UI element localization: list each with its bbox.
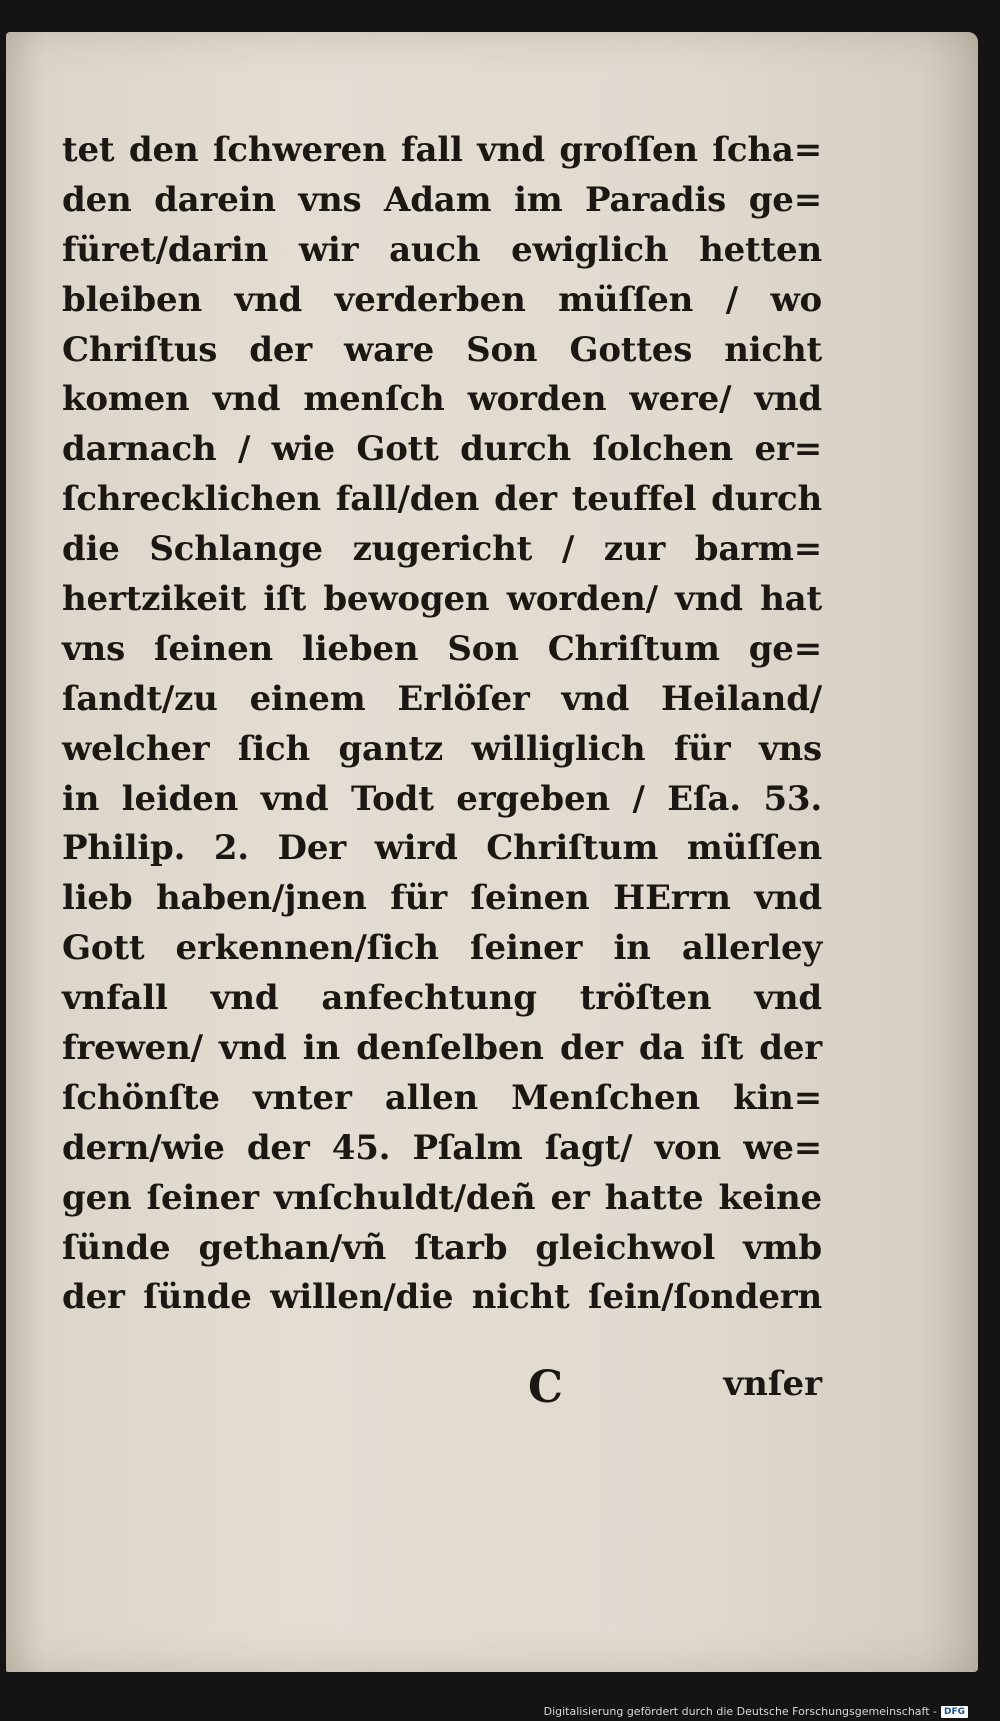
catchword: vnſer [723, 1364, 822, 1404]
text-line: den darein vns Adam im Paradis ge= [62, 179, 822, 220]
text-line: dern/wie der 45. Pſalm ſagt/ von we= [62, 1127, 822, 1168]
text-line: frewen/ vnd in denſelben der da iſt der [62, 1028, 822, 1069]
text-line: hertzikeit iſt bewogen worden/ vnd hat [62, 579, 822, 620]
text-line: lieb haben/jnen für ſeinen HErrn vnd [62, 878, 822, 919]
text-line: Philip. 2. Der wird Chriſtum müſſen [62, 828, 822, 869]
text-line: gen ſeiner vnſchuldt/deñ er hatte keine [62, 1177, 822, 1218]
text-line: darnach / wie Gott durch ſolchen er= [62, 429, 822, 470]
text-line: die Schlange zugericht / zur barm= [62, 529, 822, 570]
text-line: vnfall vnd anfechtung tröſten vnd [62, 978, 822, 1019]
funding-note [544, 1705, 968, 1718]
text-line: in leiden vnd Todt ergeben / Eſa. 53. [62, 778, 822, 819]
signature-mark: C [528, 1362, 564, 1413]
text-line: der ſünde willen/die nicht ſein/ſondern [62, 1277, 822, 1318]
funding-note-text: Digitalisierung gefördert durch die Deutsche Forschungsgemeinschaft - [543, 1705, 937, 1718]
page-text [62, 126, 822, 1323]
text-line: Chriſtus der ware Son Gottes nicht [62, 329, 822, 370]
dfg-logo: DFG [941, 1706, 968, 1718]
text-line: tet den ſchweren fall vnd groſſen ſcha= [62, 130, 822, 170]
text-line: ſchönſte vnter allen Menſchen kin= [62, 1077, 822, 1118]
text-line: ſünde gethan/vñ ſtarb gleichwol vmb [62, 1227, 822, 1268]
book-page [6, 32, 978, 1672]
text-line: ſandt/zu einem Erlöſer vnd Heiland/ [62, 678, 822, 719]
text-line: vns ſeinen lieben Son Chriſtum ge= [62, 628, 822, 669]
text-line: komen vnd menſch worden were/ vnd [62, 379, 822, 420]
text-line: bleiben vnd verderben müſſen / wo [62, 279, 822, 320]
text-line: Gott erkennen/ſich ſeiner in allerley [62, 928, 822, 969]
page-footer [62, 1362, 822, 1412]
text-line: ſchrecklichen fall/den der teuffel durch [62, 479, 822, 520]
text-line: welcher ſich gantz williglich für vns [62, 728, 822, 769]
text-line: füret/darin wir auch ewiglich hetten [62, 229, 822, 270]
